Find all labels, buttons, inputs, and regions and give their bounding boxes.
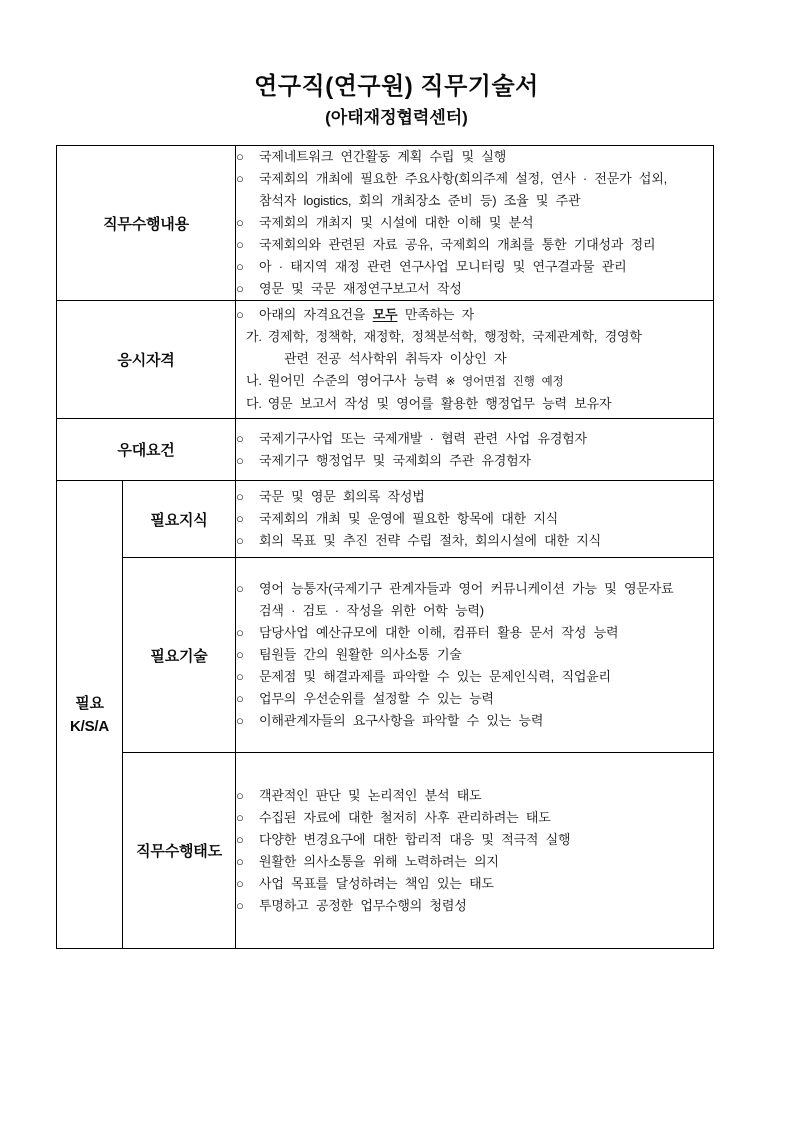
bullet-circle-icon: ○	[236, 281, 244, 296]
ksa-label-line2: K/S/A	[69, 717, 109, 735]
row-label-knowledge: 필요지식	[123, 481, 236, 558]
table-row	[57, 753, 714, 949]
text-line	[236, 851, 713, 873]
text-segment: 국제기구사업 또는 국제개발 · 협력 관련 사업 유경험자	[259, 430, 587, 446]
text-segment: 수집된 자료에 대한 철저히 사후 관리하려는 태도	[259, 809, 551, 825]
bullet-circle-icon: ○	[236, 533, 244, 548]
row-label-skills: 필요기술	[123, 558, 236, 753]
text-segment: 원활한 의사소통을 위해 노력하려는 의지	[259, 853, 499, 869]
cell-eligibility	[236, 301, 714, 419]
cell-skills	[236, 558, 714, 753]
text-line	[236, 622, 713, 644]
bullet-circle-icon: ○	[236, 489, 244, 504]
text-segment: 모두	[372, 307, 398, 322]
page-subtitle: (아태재정협력센터)	[325, 108, 468, 127]
bullet-circle-icon: ○	[236, 625, 244, 640]
table-row	[57, 146, 714, 301]
text-line	[236, 146, 713, 168]
text-segment: 참석자 logistics, 회의 개최장소 준비 등) 조율 및 주관	[259, 193, 581, 208]
text-segment: 국제회의와 관련된 자료 공유, 국제회의 개최를 통한 기대성과 정리	[259, 237, 656, 252]
table-row	[57, 558, 714, 753]
bullet-circle-icon: ○	[236, 875, 244, 891]
text-line	[236, 278, 713, 300]
bullet-circle-icon: ○	[236, 713, 244, 728]
text-segment: 원어민 수준의 영어구사 능력	[267, 373, 446, 388]
list-marker: 가.	[246, 329, 262, 344]
text-line	[236, 829, 713, 851]
text-segment: 국제네트워크 연간활동 계획 수립 및 실행	[259, 149, 507, 164]
list-marker: 나.	[246, 373, 262, 388]
text-segment: 다양한 변경요구에 대한 합리적 대응 및 적극적 실행	[259, 831, 571, 847]
text-line	[236, 873, 713, 895]
bullet-circle-icon: ○	[236, 647, 244, 662]
text-segment: 국문 및 영문 회의록 작성법	[259, 489, 425, 504]
text-segment: 영문 보고서 작성 및 영어를 활용한 행정업무 능력 보유자	[267, 396, 612, 411]
table-row	[57, 419, 714, 481]
text-line	[236, 666, 713, 688]
text-line	[236, 644, 713, 666]
row-label-eligibility: 응시자격	[57, 301, 236, 419]
text-line	[236, 688, 713, 710]
text-line	[236, 393, 713, 415]
text-segment: 국제회의 개최에 필요한 주요사항(회의주제 설정, 연사 · 전문가 섭외,	[259, 171, 668, 186]
row-label-duties: 직무수행내용	[57, 146, 236, 301]
row-label-attitude: 직무수행태도	[123, 753, 236, 949]
row-label-preferred: 우대요건	[57, 419, 236, 481]
text-segment: 회의 목표 및 추진 전략 수립 절차, 회의시설에 대한 지식	[259, 533, 601, 548]
text-segment: 검색 · 검토 · 작성을 위한 어학 능력)	[259, 603, 484, 618]
table-row	[57, 481, 714, 558]
text-line	[236, 578, 713, 600]
text-segment: 팀원들 간의 원활한 의사소통 기술	[259, 647, 462, 662]
bullet-circle-icon: ○	[236, 259, 244, 274]
text-line	[236, 190, 713, 212]
text-segment: 업무의 우선순위를 설정할 수 있는 능력	[259, 691, 494, 706]
bullet-circle-icon: ○	[236, 430, 244, 446]
text-segment: 국제회의 개최지 및 시설에 대한 이해 및 분석	[259, 215, 534, 230]
text-line	[236, 304, 713, 326]
text-line	[236, 508, 713, 530]
cell-duties	[236, 146, 714, 301]
bullet-circle-icon: ○	[236, 809, 244, 825]
bullet-circle-icon: ○	[236, 669, 244, 684]
cell-knowledge	[236, 481, 714, 558]
job-description-table	[56, 145, 714, 949]
row-label-ksa	[57, 481, 123, 949]
text-segment: ※ 영어면접 진행 예정	[445, 376, 564, 388]
bullet-circle-icon: ○	[236, 853, 244, 869]
bullet-circle-icon: ○	[236, 897, 244, 913]
text-line	[236, 370, 713, 393]
text-line	[236, 710, 713, 732]
text-line	[236, 428, 713, 450]
text-line	[236, 530, 713, 552]
text-segment: 국제회의 개최 및 운영에 필요한 항목에 대한 지식	[259, 511, 559, 526]
text-line	[236, 234, 713, 256]
cell-attitude	[236, 753, 714, 949]
text-line	[236, 348, 713, 370]
bullet-circle-icon: ○	[236, 691, 244, 706]
bullet-circle-icon: ○	[236, 787, 244, 803]
text-line	[236, 486, 713, 508]
text-segment: 사업 목표를 달성하려는 책임 있는 태도	[259, 875, 494, 891]
text-segment: 담당사업 예산규모에 대한 이해, 컴퓨터 활용 문서 작성 능력	[259, 625, 619, 640]
bullet-circle-icon: ○	[236, 511, 244, 526]
cell-preferred	[236, 419, 714, 481]
text-segment: 객관적인 판단 및 논리적인 분석 태도	[259, 787, 482, 803]
list-marker: 다.	[246, 396, 262, 411]
text-segment: 아래의 자격요건을	[259, 307, 373, 322]
text-segment: 관련 전공 석사학위 취득자 이상인 자	[284, 351, 507, 366]
bullet-circle-icon: ○	[236, 831, 244, 847]
bullet-circle-icon: ○	[236, 237, 244, 252]
bullet-circle-icon: ○	[236, 581, 244, 596]
table-row	[57, 301, 714, 419]
text-segment: 경제학, 정책학, 재정학, 정책분석학, 행정학, 국제관계학, 경영학	[267, 329, 642, 344]
text-segment: 만족하는 자	[397, 307, 475, 322]
text-line	[236, 256, 713, 278]
bullet-circle-icon: ○	[236, 171, 244, 186]
text-line	[236, 785, 713, 807]
text-line	[236, 168, 713, 190]
text-segment: 이해관계자들의 요구사항을 파악할 수 있는 능력	[259, 713, 544, 728]
text-line	[236, 450, 713, 472]
text-line	[236, 807, 713, 829]
ksa-label-line1: 필요	[75, 694, 104, 712]
bullet-circle-icon: ○	[236, 452, 244, 468]
text-segment: 영어 능통자(국제기구 관계자들과 영어 커뮤니케이션 가능 및 영문자료	[259, 581, 674, 596]
text-line	[236, 895, 713, 917]
page-title: 연구직(연구원) 직무기술서	[254, 73, 539, 100]
text-segment: 아 · 태지역 재정 관련 연구사업 모니터링 및 연구결과물 관리	[259, 259, 627, 274]
text-segment: 영문 및 국문 재정연구보고서 작성	[259, 281, 462, 296]
bullet-circle-icon: ○	[236, 307, 244, 322]
text-line	[236, 600, 713, 622]
text-segment: 투명하고 공정한 업무수행의 청렴성	[259, 897, 467, 913]
text-segment: 국제기구 행정업무 및 국제회의 주관 유경험자	[259, 452, 531, 468]
text-line	[236, 326, 713, 348]
text-segment: 문제점 및 해결과제를 파악할 수 있는 문제인식력, 직업윤리	[259, 669, 611, 684]
text-line	[236, 212, 713, 234]
bullet-circle-icon: ○	[236, 149, 244, 164]
bullet-circle-icon: ○	[236, 215, 244, 230]
